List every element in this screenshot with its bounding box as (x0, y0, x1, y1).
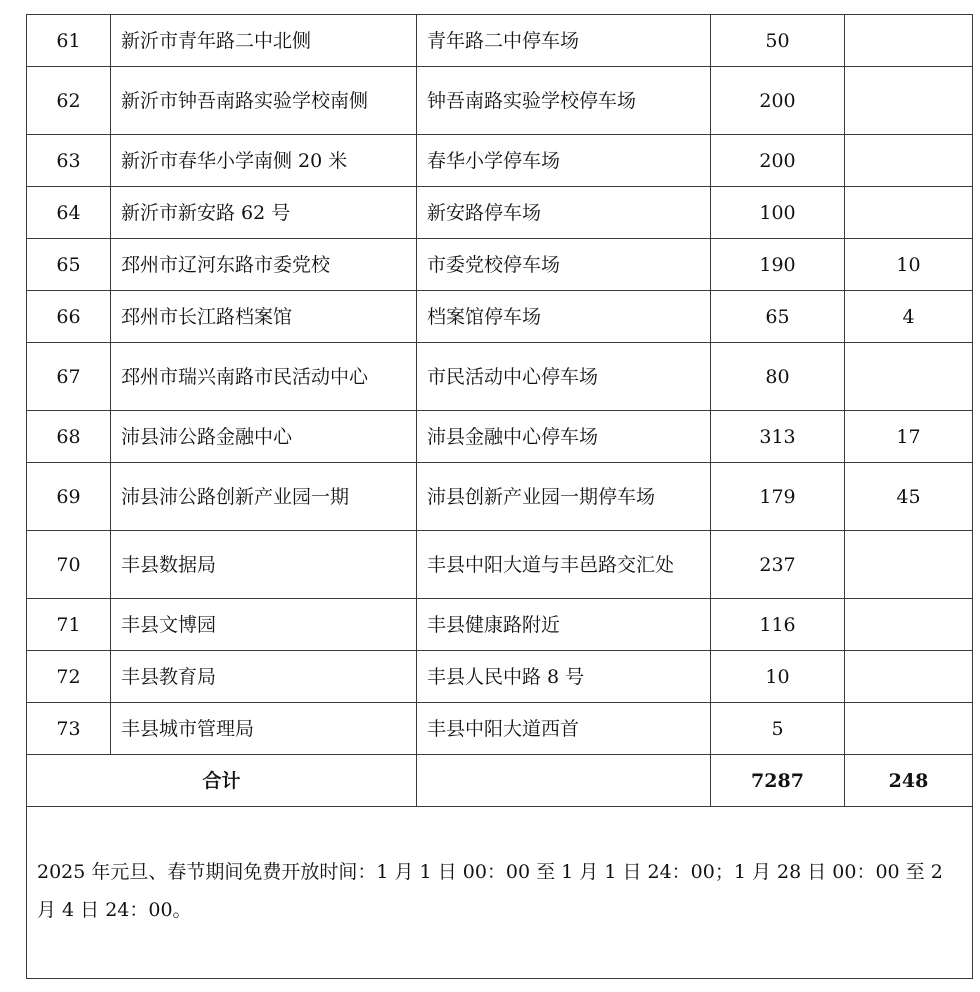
cell-number: 68 (27, 411, 111, 463)
cell-charging (845, 135, 973, 187)
cell-number: 64 (27, 187, 111, 239)
table-row (27, 651, 973, 703)
cell-number: 62 (27, 67, 111, 135)
cell-spaces: 80 (711, 343, 845, 411)
total-empty-cell (417, 755, 711, 807)
cell-location: 丰县数据局 (111, 531, 417, 599)
cell-location: 丰县文博园 (111, 599, 417, 651)
cell-lot-name: 丰县健康路附近 (417, 599, 711, 651)
cell-spaces: 237 (711, 531, 845, 599)
cell-spaces: 200 (711, 67, 845, 135)
table-row (27, 15, 973, 67)
table-row (27, 187, 973, 239)
cell-lot-name: 丰县人民中路 8 号 (417, 651, 711, 703)
cell-number: 72 (27, 651, 111, 703)
cell-charging: 45 (845, 463, 973, 531)
cell-location: 新沂市春华小学南侧 20 米 (111, 135, 417, 187)
cell-spaces: 190 (711, 239, 845, 291)
table-body (27, 15, 973, 755)
cell-location: 邳州市长江路档案馆 (111, 291, 417, 343)
cell-number: 73 (27, 703, 111, 755)
cell-spaces: 100 (711, 187, 845, 239)
cell-charging (845, 67, 973, 135)
cell-number: 61 (27, 15, 111, 67)
cell-number: 69 (27, 463, 111, 531)
cell-spaces: 65 (711, 291, 845, 343)
cell-lot-name: 市委党校停车场 (417, 239, 711, 291)
cell-location: 邳州市辽河东路市委党校 (111, 239, 417, 291)
table-row (27, 411, 973, 463)
cell-lot-name: 市民活动中心停车场 (417, 343, 711, 411)
cell-spaces: 116 (711, 599, 845, 651)
opening-time-note: 2025 年元旦、春节期间免费开放时间：1 月 1 日 00：00 至 1 月 1 日 24：00；1 月 28 日 00：00 至 2 月 4 日 24：00。 (27, 807, 973, 979)
cell-location: 沛县沛公路金融中心 (111, 411, 417, 463)
cell-location: 邳州市瑞兴南路市民活动中心 (111, 343, 417, 411)
cell-charging: 10 (845, 239, 973, 291)
cell-number: 65 (27, 239, 111, 291)
cell-charging (845, 599, 973, 651)
cell-charging (845, 343, 973, 411)
cell-charging (845, 531, 973, 599)
table-row (27, 599, 973, 651)
cell-spaces: 179 (711, 463, 845, 531)
table-row (27, 703, 973, 755)
cell-location: 新沂市钟吾南路实验学校南侧 (111, 67, 417, 135)
table-row (27, 531, 973, 599)
total-spaces: 7287 (711, 755, 845, 807)
total-charging: 248 (845, 755, 973, 807)
note-row (27, 807, 973, 979)
cell-charging (845, 15, 973, 67)
table-row (27, 239, 973, 291)
table-row (27, 343, 973, 411)
cell-charging (845, 703, 973, 755)
cell-lot-name: 丰县中阳大道与丰邑路交汇处 (417, 531, 711, 599)
cell-lot-name: 丰县中阳大道西首 (417, 703, 711, 755)
cell-spaces: 200 (711, 135, 845, 187)
table-footer (27, 755, 973, 979)
cell-location: 沛县沛公路创新产业园一期 (111, 463, 417, 531)
cell-lot-name: 沛县创新产业园一期停车场 (417, 463, 711, 531)
cell-number: 71 (27, 599, 111, 651)
cell-spaces: 313 (711, 411, 845, 463)
total-label: 合计 (27, 755, 417, 807)
cell-spaces: 50 (711, 15, 845, 67)
cell-lot-name: 春华小学停车场 (417, 135, 711, 187)
table-row (27, 135, 973, 187)
cell-lot-name: 新安路停车场 (417, 187, 711, 239)
table-row (27, 291, 973, 343)
cell-charging: 4 (845, 291, 973, 343)
cell-spaces: 10 (711, 651, 845, 703)
cell-location: 丰县教育局 (111, 651, 417, 703)
cell-charging: 17 (845, 411, 973, 463)
parking-table (26, 14, 973, 979)
cell-number: 63 (27, 135, 111, 187)
table-row (27, 463, 973, 531)
cell-number: 70 (27, 531, 111, 599)
total-row (27, 755, 973, 807)
cell-spaces: 5 (711, 703, 845, 755)
cell-charging (845, 651, 973, 703)
cell-lot-name: 档案馆停车场 (417, 291, 711, 343)
cell-lot-name: 青年路二中停车场 (417, 15, 711, 67)
cell-number: 67 (27, 343, 111, 411)
cell-lot-name: 钟吾南路实验学校停车场 (417, 67, 711, 135)
cell-location: 新沂市青年路二中北侧 (111, 15, 417, 67)
cell-lot-name: 沛县金融中心停车场 (417, 411, 711, 463)
cell-location: 新沂市新安路 62 号 (111, 187, 417, 239)
cell-location: 丰县城市管理局 (111, 703, 417, 755)
cell-charging (845, 187, 973, 239)
cell-number: 66 (27, 291, 111, 343)
table-row (27, 67, 973, 135)
